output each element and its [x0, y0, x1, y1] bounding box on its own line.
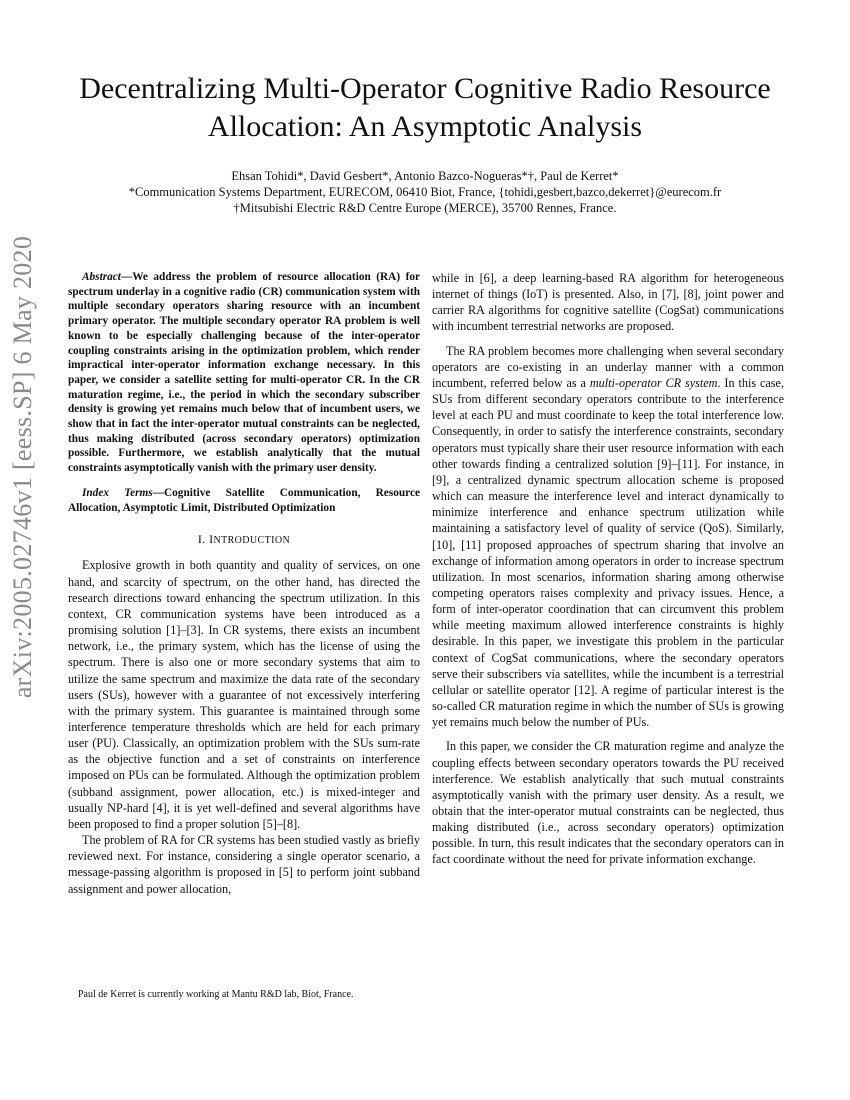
abstract-text: —We address the problem of resource allocation (RA) for spectrum underlay in a cognitive radio (CR) communication system with multiple secondary operators sharing resource with an incumbent primary operator. The multiple secondary operator RA problem is well known to be especially challenging because of the inter-operator coupling constraints arising in the optimization problem, which render impractical inter-operator information exchange necessary. In this paper, we consider a satellite setting for multi-operator CR. In the CR maturation regime, i.e., the period in which the secondary subscriber density is growing yet remains much below that of incumbent users, we show that in fact the inter-operator mutual constraints can be neglected, thus making distributed (across secondary operators) optimization possible. Furthermore, we establish analytically that the mutual constraints asymptotically vanish with the primary user density. [68, 271, 420, 475]
intro-paragraph-2: The problem of RA for CR systems has been studied vastly as briefly reviewed next. For instance, considering a single operator scenario, a message-passing algorithm is proposed in [5] to perform joint subband assignment and power allocation, [68, 833, 420, 896]
intro-paragraph-1: Explosive growth in both quantity and quality of services, on one hand, and scarcity of spectrum, on the other hand, has directed the research directions toward enhancing the spectrum utilization. In this context, CR communication systems have been introduced as a promising solution [1]–[3]. In CR systems, there exists an incumbent network, i.e., the primary system, which has the license of using the spectrum. There is also one or more secondary systems that aim to utilize the same spectrum and maximize the data rate of the secondary users (SUs), however with a guarantee of not excessively interfering with the primary system. This guarantee is maintained through some interference temperature thresholds which are held for each primary user (PU). Classically, an optimization problem with the SUs sum-rate as the objective function and a set of constraints on interference imposed on PUs can be formulated. Although the optimization problem (subband assignment, power allocation, etc.) is mixed-integer and usually NP-hard [4], it is yet well-defined and several algorithms have been proposed to find a proper solution [5]–[8]. [68, 558, 420, 831]
right-paragraph-2-rest: . In this case, SUs from different secondary operators contribute to the interference level at each PU and must coordinate to keep the total interference low. Consequently, in order to satisfy the interference constraints, secondary operators must typically share their user resource information with each other towards finding a centralized solution [9]–[11]. For instance, in [9], a centralized dynamic spectrum allocation scheme is proposed which can measure the interference level and interact dynamically to minimize interference and enhance spectrum utilization while maintaining a satisfactory level of quality of service (QoS). Similarly, [10], [11] proposed approaches of spectrum sharing that involve an exchange of information among operators in order to increase spectrum utilization. In most scenarios, information sharing among otherwise competing operators raises complexity and privacy issues. Hence, a form of inter-operator coordination that can circumvent this problem while meeting maximum allowed interference constraints is highly desirable. In this paper, we investigate this problem in the particular context of CogSat communications, where the secondary operators serve their subscribers via satellites, while the incumbent is a terrestrial cellular or satellite operator [12]. A regime of particular interest is the so-called CR maturation regime in which the number of SUs is growing yet remains much below the number of PUs. [432, 375, 784, 730]
index-terms-text: —Cognitive Satellite Communication, Resource Allocation, Asymptotic Limit, Distributed Optimization [68, 486, 420, 514]
affiliation-eurecom: *Communication Systems Department, EURECOM, 06410 Biot, France, {tohidi,gesbert,bazco,dekerret}@eurecom.fr [128, 185, 722, 199]
author-names: Ehsan Tohidi*, David Gesbert*, Antonio Bazco-Nogueras*†, Paul de Kerret* [231, 169, 619, 183]
right-paragraph-3: In this paper, we consider the CR maturation regime and analyze the coupling effects between secondary operators towards the PU received interference. We establish analytically that such mutual constraints asymptotically vanish with the primary user density. As a result, we obtain that the inter-operator mutual constraints can be neglected, thus making distributed (i.e., across secondary operators) optimization possible. In turn, this result indicates that the secondary operators can in fact coordinate without the need for private information exchange. [432, 739, 784, 867]
author-block [60, 168, 790, 216]
emphasis-multi-operator: multi-operator CR system [589, 375, 718, 390]
affiliation-merce: †Mitsubishi Electric R&D Centre Europe (MERCE), 35700 Rennes, France. [233, 201, 617, 215]
section-heading-introduction [68, 531, 420, 549]
left-column [68, 270, 420, 897]
arxiv-identifier [2, 235, 44, 699]
abstract [68, 270, 420, 476]
right-paragraph-2 [432, 343, 784, 731]
footnote: Paul de Kerret is currently working at Mantu R&D lab, Biot, France. [78, 989, 354, 1000]
section-name: NTRODUCTION [213, 535, 291, 547]
arxiv-identifier-text: arXiv:2005.02746v1 [eess.SP] 6 May 2020 [8, 235, 37, 699]
right-column [432, 270, 784, 876]
section-numeral: I. I [197, 532, 214, 547]
index-terms [68, 486, 420, 515]
paper-title: Decentralizing Multi-Operator Cognitive Radio Resource Allocation: An Asymptotic Analysis [79, 72, 771, 143]
abstract-label: Abstract [82, 271, 121, 283]
index-terms-label: Index Terms [82, 486, 153, 499]
right-paragraph-2-start: The RA problem becomes more challenging when several secondary operators are co-existing in an underlay manner with a common incumbent, referred below as a [432, 343, 784, 390]
right-paragraph-1: while in [6], a deep learning-based RA algorithm for heterogeneous internet of things (IoT) is presented. Also, in [7], [8], joint power and carrier RA algorithms for cognitive satellite (CogSat) communications with incumbent terrestrial networks are proposed. [432, 271, 784, 334]
